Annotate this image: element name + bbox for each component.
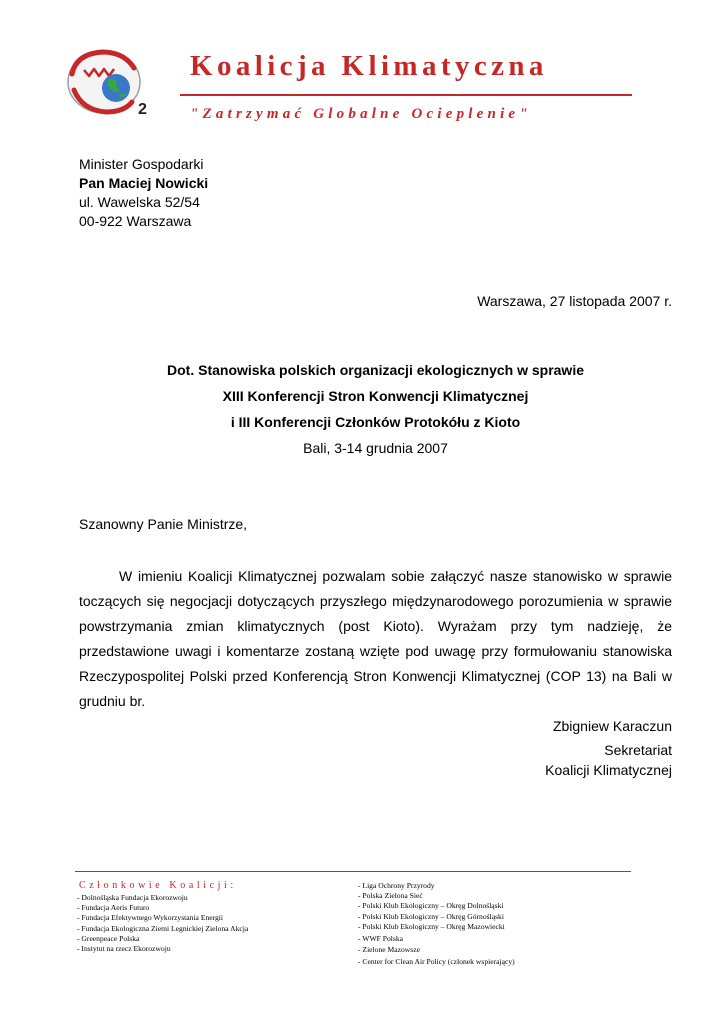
list-item: - Polska Zielona Sieć <box>358 891 423 901</box>
letter-body: W imieniu Koalicji Klimatycznej pozwalam sobie załączyć nasze stanowisko w sprawie toczących się negocjacji dotyczących przyszłego międzynarodowego porozumienia w sprawie powstrzymania zmian klimatycznych (post Kioto). Wyrażam przy tym nadzieję, że przedstawione uwagi i komentarze zostaną wzięte pod uwagę przy formułowaniu stanowiska Rzeczypospolitej Polski przed Konferencją Stron Konwencji Klimatycznej (COP 13) na Bali w grudniu br. <box>79 568 672 709</box>
list-item: - Fundacja Efektywnego Wykorzystania Energii <box>77 913 224 923</box>
list-item: - Liga Ochrony Przyrody <box>358 881 435 890</box>
list-item: - Zielone Mazowsze <box>358 945 420 955</box>
list-item: - Fundacja Aeris Futuro <box>77 903 150 913</box>
recipient-street: ul. Wawelska 52/54 <box>79 194 200 210</box>
members-list-left <box>77 893 248 954</box>
letter-date: Warszawa, 27 listopada 2007 r. <box>477 293 672 309</box>
recipient-address <box>79 155 208 231</box>
signatory-line-2: Sekretariat <box>604 742 672 758</box>
list-item: - Polski Klub Ekologiczny – Okręg Mazowiecki <box>358 921 505 931</box>
globe-co2-logo-icon <box>62 44 158 120</box>
recipient-city: 00-922 Warszawa <box>79 213 192 229</box>
organization-motto: "Zatrzymać Globalne Ocieplenie" <box>190 106 532 122</box>
subject-line-4: Bali, 3-14 grudnia 2007 <box>303 440 448 456</box>
members-title: Członkowie Koalicji: <box>79 880 237 891</box>
organization-title: Koalicja Klimatyczna <box>190 50 548 82</box>
salutation: Szanowny Panie Ministrze, <box>79 516 248 532</box>
co2-subscript: 2 <box>138 101 147 118</box>
subject-line-1: Dot. Stanowiska polskich organizacji ekologicznych w sprawie <box>167 362 584 378</box>
recipient-line-1: Minister Gospodarki <box>79 156 204 172</box>
list-item: - Greenpeace Polska <box>77 933 140 943</box>
list-item: - Polski Klub Ekologiczny – Okręg Dolnośląski <box>358 901 504 911</box>
letter-subject <box>79 357 672 461</box>
list-item: - Fundacja Ekologiczna Ziemi Legnickiej Zielona Akcja <box>77 923 249 933</box>
signature-block <box>545 716 672 780</box>
footer-divider <box>75 871 631 872</box>
list-item: - Dolnośląska Fundacja Ekorozwoju <box>77 893 188 902</box>
members-list-right <box>358 881 515 967</box>
title-divider <box>180 94 632 96</box>
subject-line-2: XIII Konferencji Stron Konwencji Klimatycznej <box>222 388 529 404</box>
list-item: - WWF Polska <box>358 933 403 943</box>
list-item: - Polski Klub Ekologiczny – Okręg Górnośląski <box>358 911 504 921</box>
subject-line-3: i III Konferencji Członków Protokółu z Kioto <box>230 414 521 430</box>
signatory-line-3: Koalicji Klimatycznej <box>545 762 672 778</box>
list-item: - Center for Clean Air Policy (członek wspierający) <box>358 956 515 966</box>
signatory-name: Zbigniew Karaczun <box>552 718 672 734</box>
list-item: - Instytut na rzecz Ekorozwoju <box>77 944 171 954</box>
recipient-name: Pan Maciej Nowicki <box>79 175 209 191</box>
